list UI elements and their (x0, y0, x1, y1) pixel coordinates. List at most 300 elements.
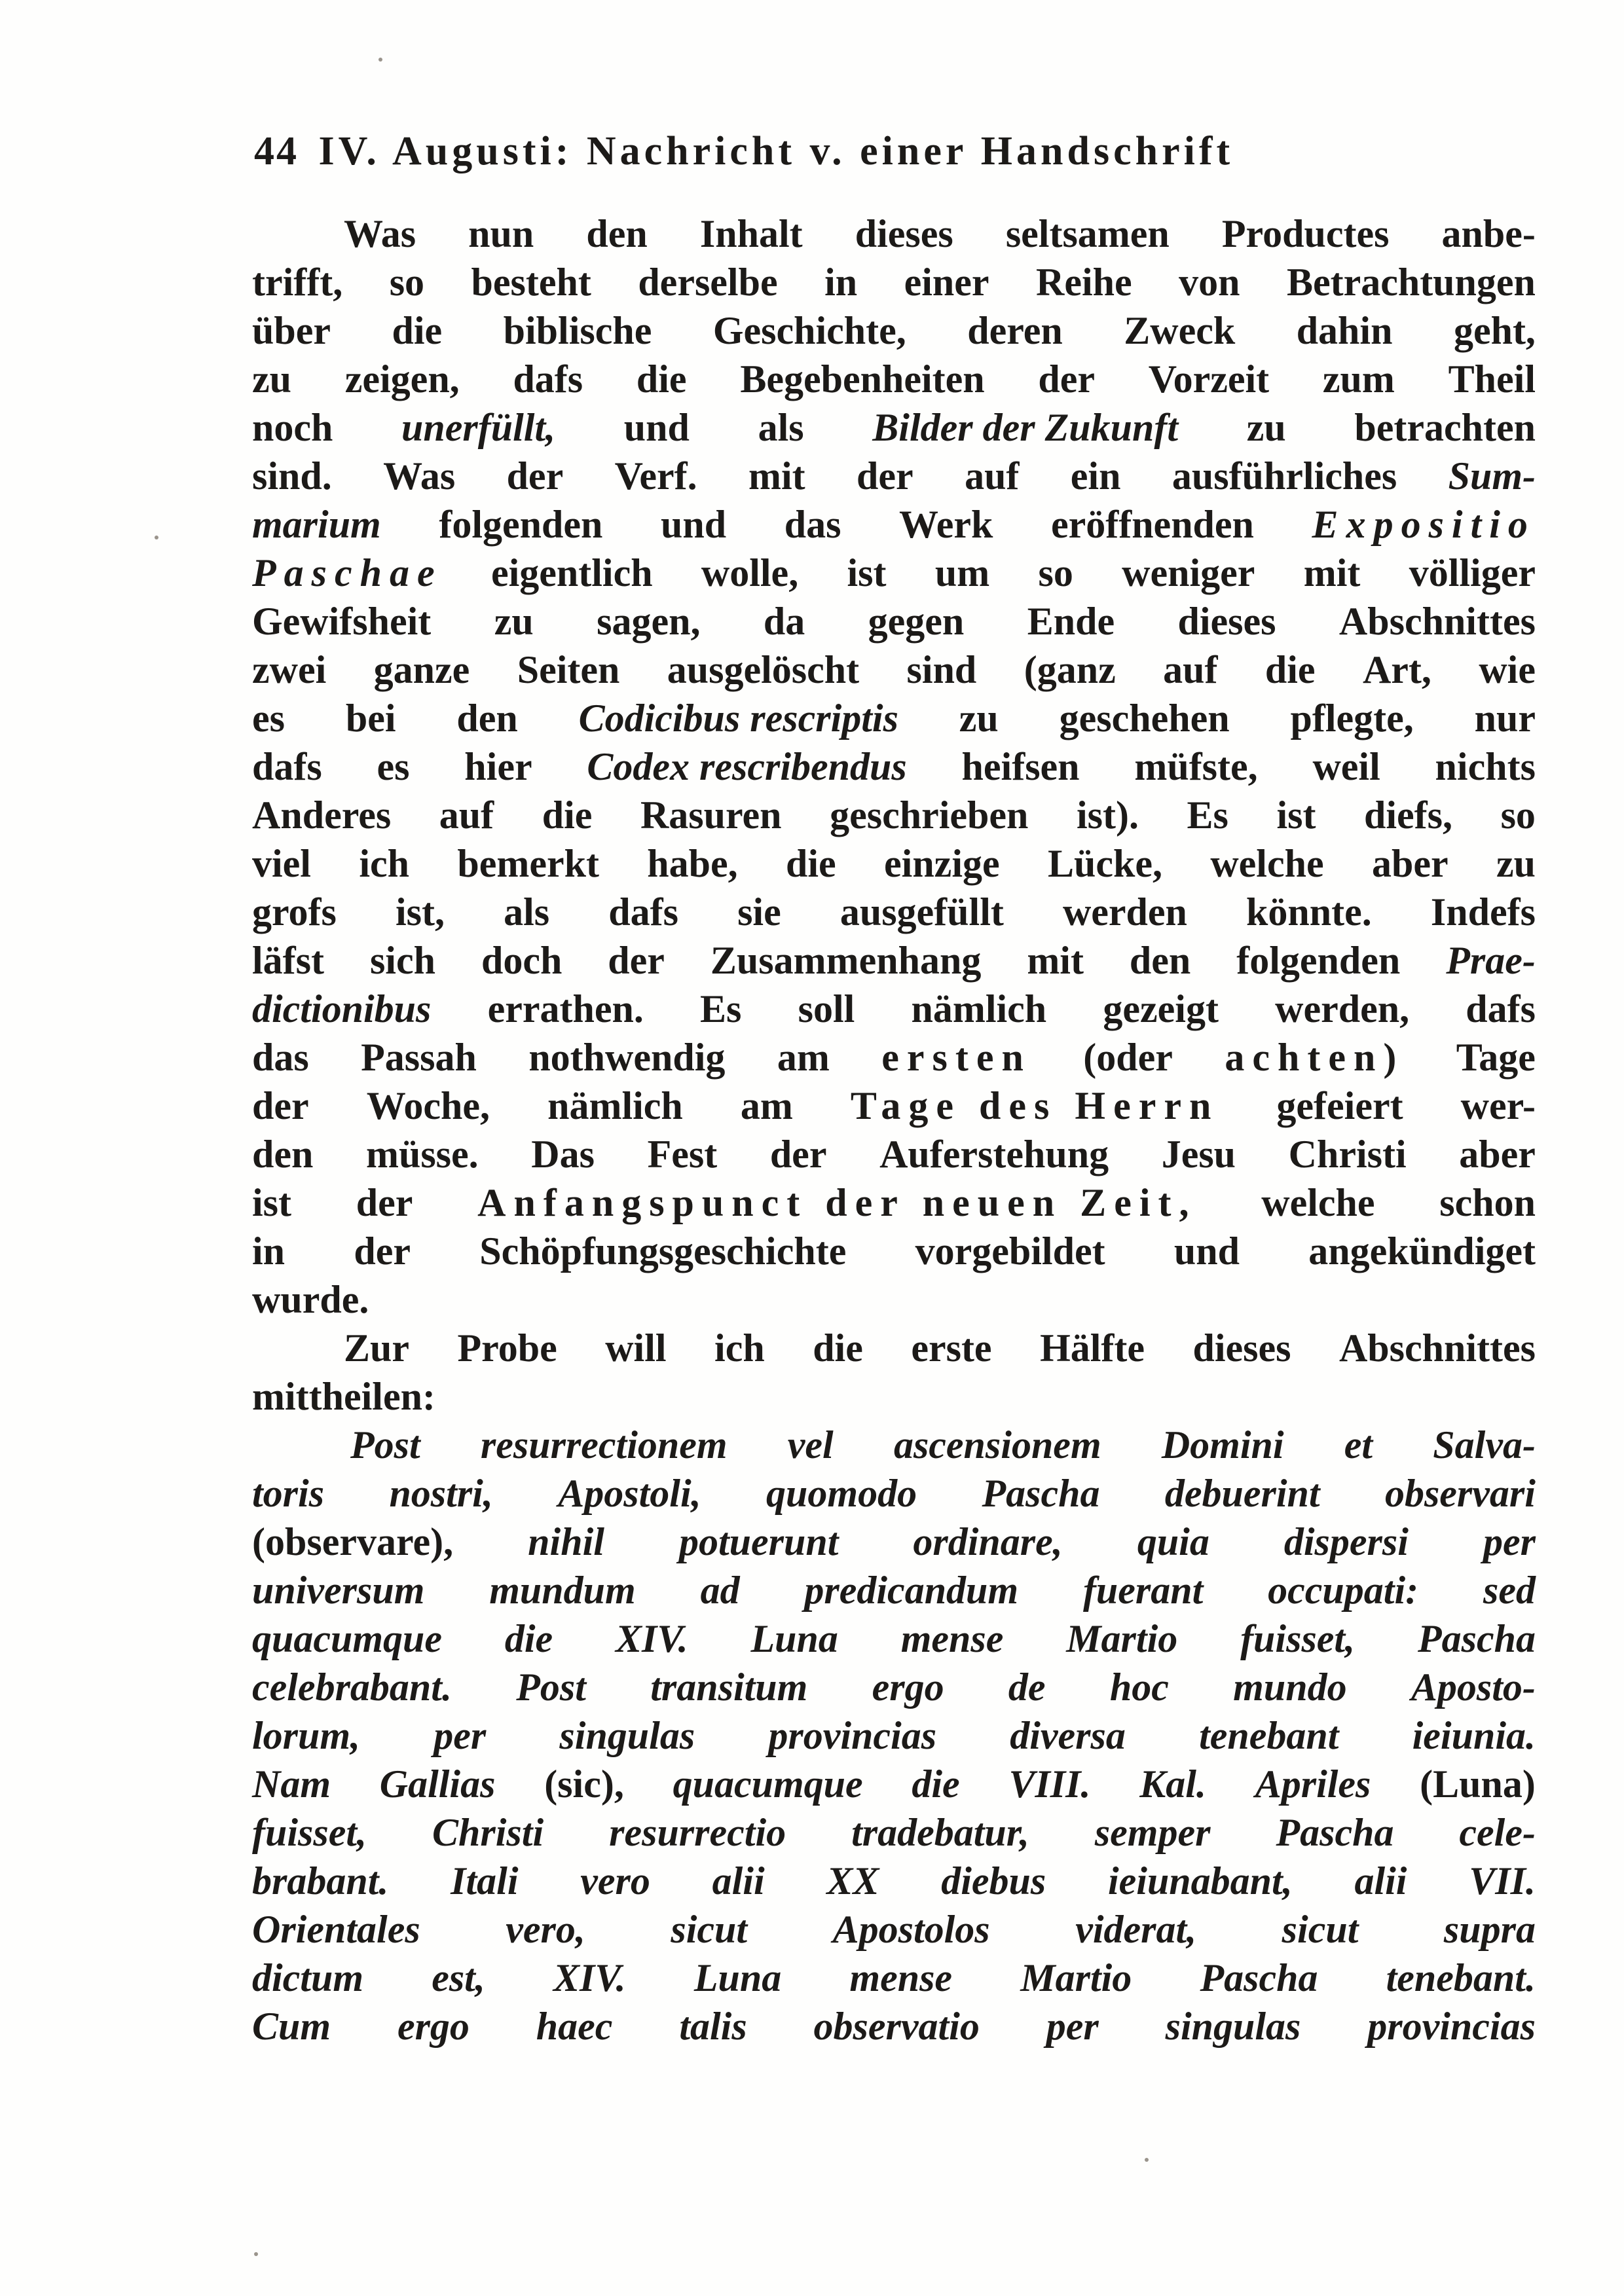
word: Schöpfungsgeschichte (479, 1230, 847, 1273)
word: brabant. (252, 1859, 389, 1903)
word: vorgebildet (915, 1230, 1105, 1273)
word: XIV. (553, 1956, 626, 1999)
word: viel (252, 842, 311, 885)
word: cele- (1459, 1811, 1536, 1854)
word: ergo (872, 1666, 944, 1709)
word: Es (1187, 793, 1228, 837)
word: sich (369, 939, 435, 982)
word: auf (965, 454, 1020, 498)
word: sind. (252, 454, 332, 498)
word: quacumque (252, 1617, 443, 1660)
word: hoc (1109, 1666, 1169, 1709)
word: de (1008, 1666, 1046, 1709)
word: mense (849, 1956, 953, 1999)
word: Passah (361, 1036, 477, 1079)
text-line (252, 258, 1536, 306)
word: Codicibus rescriptis (578, 697, 898, 740)
latin-text-line (252, 1421, 1536, 1469)
latin-text-line (252, 1760, 1536, 1808)
word: Bilder der Zukunft (872, 406, 1179, 449)
word: Zur (344, 1326, 410, 1370)
word: dictum (252, 1956, 364, 1999)
word: die (912, 1762, 960, 1806)
word: welche (1261, 1181, 1375, 1224)
word: Anderes (252, 793, 392, 837)
word: sie (737, 890, 781, 934)
word: Begebenheiten (740, 357, 985, 401)
word: völliger (1409, 551, 1536, 594)
word: ein (1070, 454, 1121, 498)
word: die (813, 1326, 863, 1370)
word: zu (494, 600, 534, 643)
word: potuerunt (678, 1520, 839, 1563)
word: unerfüllt, (401, 406, 556, 449)
word: sed (1483, 1569, 1536, 1612)
word: dieses (855, 212, 953, 255)
word: auf (439, 793, 494, 837)
word: ausgelöscht (667, 648, 860, 691)
word: zwei (252, 648, 327, 691)
word: Paschae (252, 551, 443, 594)
word: Kal. (1139, 1762, 1206, 1806)
word: alii (1354, 1859, 1407, 1903)
word: quia (1137, 1520, 1209, 1563)
word: schon (1439, 1181, 1536, 1224)
word: sicut (1282, 1908, 1359, 1951)
word: erste (911, 1326, 992, 1370)
word: trifft, (252, 261, 343, 304)
word: heifsen (961, 745, 1080, 788)
word: den (1129, 939, 1191, 982)
word: sind (906, 648, 977, 691)
word: Woche, (366, 1084, 490, 1127)
word: vero (580, 1859, 650, 1903)
word: Aposto- (1411, 1666, 1536, 1709)
word: und (1173, 1230, 1240, 1273)
word: universum (252, 1569, 425, 1612)
word: (Luna) (1420, 1762, 1536, 1806)
word: so (389, 261, 425, 304)
text-line (252, 597, 1536, 646)
text-line (252, 1130, 1536, 1178)
word: (sic), (544, 1762, 624, 1806)
word: geschehen (1059, 697, 1230, 740)
word: (oder (1083, 1036, 1173, 1079)
word: Art, (1362, 648, 1431, 691)
word: Es (700, 987, 742, 1030)
word: aber (1371, 842, 1449, 885)
word: nothwendig (528, 1036, 726, 1079)
scan-speck (378, 58, 382, 62)
word: wurde. (252, 1278, 369, 1321)
word: nun (468, 212, 534, 255)
word: mundo (1233, 1666, 1347, 1709)
word: mit (748, 454, 805, 498)
word: und (623, 406, 690, 449)
word: tenebant (1199, 1714, 1339, 1757)
word: et (1344, 1423, 1373, 1467)
word: welche (1210, 842, 1324, 885)
word: biblische (503, 309, 652, 352)
word: der (1038, 357, 1096, 401)
word: grofs (252, 890, 337, 934)
word: errathen. (487, 987, 644, 1030)
word: predicandum (804, 1569, 1019, 1612)
word: Theil (1448, 357, 1536, 401)
word: müsse. (365, 1133, 479, 1176)
word: mit (1303, 551, 1361, 594)
word: Pascha (1417, 1617, 1536, 1660)
word: fuisset, (1240, 1617, 1356, 1660)
word: semper (1094, 1811, 1211, 1854)
word: celebrabant. (252, 1666, 452, 1709)
word: der (769, 1133, 827, 1176)
text-line (252, 355, 1536, 403)
word: quomodo (766, 1472, 917, 1515)
word: Martio (1066, 1617, 1178, 1660)
word: VII. (1469, 1859, 1536, 1903)
word: XIV. (616, 1617, 688, 1660)
word: Zweck (1124, 309, 1236, 352)
word: nämlich (547, 1084, 683, 1127)
text-line (252, 888, 1536, 936)
word: ieiunia. (1412, 1714, 1536, 1757)
word: werden (1062, 890, 1187, 934)
word: diebus (941, 1859, 1046, 1903)
word: pflegte, (1290, 697, 1414, 740)
word: Hälfte (1040, 1326, 1145, 1370)
word: Abschnittes (1338, 1326, 1536, 1370)
text-line (252, 985, 1536, 1033)
word: ersten (881, 1036, 1031, 1079)
word: per (1483, 1520, 1536, 1563)
word: einer (904, 261, 989, 304)
word: Pascha (982, 1472, 1100, 1515)
word: XX (826, 1859, 879, 1903)
word: habe, (647, 842, 738, 885)
scan-speck (254, 2252, 258, 2256)
word: Abschnittes (1338, 600, 1536, 643)
word: vero, (506, 1908, 585, 1951)
word: marium (252, 503, 381, 546)
word: folgenden (439, 503, 603, 546)
word: Apriles (1255, 1762, 1371, 1806)
word: als (504, 890, 550, 934)
word: nämlich (911, 987, 1047, 1030)
word: dafs (513, 357, 583, 401)
text-line (252, 452, 1536, 500)
word: diversa (1010, 1714, 1126, 1757)
word: soll (798, 987, 855, 1030)
word: resurrectionem (480, 1423, 728, 1467)
word: will (605, 1326, 667, 1370)
word: es (252, 697, 285, 740)
word: Productes (1221, 212, 1390, 255)
latin-text-line (252, 1905, 1536, 1954)
word: wer- (1460, 1084, 1536, 1127)
word: sicut (671, 1908, 748, 1951)
word: den (252, 1133, 314, 1176)
word: dieses (1177, 600, 1276, 643)
page-number: 44 (254, 129, 299, 173)
word: zu (252, 357, 291, 401)
word: Reihe (1035, 261, 1132, 304)
word: nur (1474, 697, 1536, 740)
word: ascensionem (893, 1423, 1101, 1467)
word: ergo (397, 2005, 470, 2048)
word: zu (1246, 406, 1286, 449)
word: den (586, 212, 648, 255)
word: Christi (1288, 1133, 1407, 1176)
text-line (252, 1227, 1536, 1275)
word: der (252, 1084, 309, 1127)
word: aber (1459, 1133, 1536, 1176)
word: per (434, 1714, 487, 1757)
word: mit (1027, 939, 1084, 982)
word: folgenden (1236, 939, 1401, 982)
text-line (252, 306, 1536, 355)
word: dafs (1466, 987, 1536, 1030)
word: Salva- (1433, 1423, 1536, 1467)
word: toris (252, 1472, 325, 1515)
text-line (252, 1324, 1536, 1372)
word: ad (700, 1569, 740, 1612)
word: es (377, 745, 410, 788)
text-line (252, 742, 1536, 791)
latin-text-line (252, 1711, 1536, 1760)
word: Post (516, 1666, 586, 1709)
word: Post (350, 1423, 420, 1467)
word: Luna (750, 1617, 838, 1660)
word: fuisset, (252, 1811, 367, 1854)
word: dieses (1192, 1326, 1291, 1370)
word: eröffnenden (1050, 503, 1254, 546)
word: alii (712, 1859, 765, 1903)
text-line (252, 549, 1536, 597)
word: quacumque (673, 1762, 863, 1806)
word: von (1179, 261, 1240, 304)
word: Itali (451, 1859, 519, 1903)
word: wolle, (701, 551, 799, 594)
word: Fest (647, 1133, 718, 1176)
word: weil (1312, 745, 1380, 788)
word: noch (252, 406, 333, 449)
word: der (356, 1181, 413, 1224)
word: Vorzeit (1148, 357, 1270, 401)
word: Was (383, 454, 456, 498)
word: auf (1163, 648, 1218, 691)
word: die (504, 1617, 553, 1660)
word: ieiunabant, (1107, 1859, 1293, 1903)
word: (observare), (252, 1520, 454, 1563)
word: ordinare, (913, 1520, 1063, 1563)
word: VIII. (1008, 1762, 1091, 1806)
word: resurrectio (609, 1811, 786, 1854)
word: nostri, (389, 1472, 493, 1515)
text-line (252, 694, 1536, 742)
word: singulas (559, 1714, 695, 1757)
word: fuerant (1082, 1569, 1204, 1612)
word: betrachten (1354, 406, 1536, 449)
text-line (252, 839, 1536, 888)
word: das (252, 1036, 309, 1079)
word: gegen (868, 600, 965, 643)
word: Das (531, 1133, 595, 1176)
text-line (252, 1178, 1536, 1227)
word: Tage (1456, 1036, 1536, 1079)
word: lorum, (252, 1714, 361, 1757)
word: Rasuren (640, 793, 782, 837)
word: bemerkt (457, 842, 599, 885)
word: ist (252, 1181, 291, 1224)
word: Pascha (1200, 1956, 1318, 1999)
word: transitum (650, 1666, 808, 1709)
word: provincias (1367, 2005, 1536, 2048)
word: eigentlich (490, 551, 653, 594)
word: der (354, 1230, 411, 1273)
word: so (1500, 793, 1536, 837)
latin-text-line (252, 1469, 1536, 1518)
word: Luna (693, 1956, 782, 1999)
word: ausgefüllt (840, 890, 1004, 934)
word: weniger (1122, 551, 1255, 594)
word: Pascha (1276, 1811, 1394, 1854)
text-line (252, 1275, 1536, 1324)
word: die (542, 793, 593, 837)
word: ist (847, 551, 887, 594)
word: ausführliches (1172, 454, 1397, 498)
word: Ende (1027, 600, 1115, 643)
word: derselbe (638, 261, 778, 304)
word: den (456, 697, 518, 740)
word: doch (481, 939, 563, 982)
latin-text-line (252, 1518, 1536, 1566)
word: ich (359, 842, 409, 885)
word: provincias (768, 1714, 937, 1757)
word: Indefs (1430, 890, 1536, 934)
word: der (506, 454, 564, 498)
scan-speck (155, 536, 158, 539)
word: Sum- (1448, 454, 1536, 498)
word: Auferstehung (879, 1133, 1109, 1176)
word: Orientales (252, 1908, 420, 1951)
word: anbe- (1441, 212, 1536, 255)
word: einzige (884, 842, 1000, 885)
text-line (252, 403, 1536, 452)
text-line (252, 646, 1536, 694)
text-line (252, 936, 1536, 985)
word: Betrachtungen (1286, 261, 1536, 304)
word: Seiten (517, 648, 620, 691)
word: läfst (252, 939, 324, 982)
word: Apostoli, (558, 1472, 701, 1515)
scan-speck (1145, 2158, 1149, 2162)
text-line (252, 791, 1536, 839)
word: der (608, 939, 665, 982)
word: mense (900, 1617, 1004, 1660)
word: occupati: (1268, 1569, 1419, 1612)
word: zu (959, 697, 999, 740)
word: um (934, 551, 990, 594)
word: ganze (373, 648, 470, 691)
word: mundum (489, 1569, 636, 1612)
word: nichts (1435, 745, 1536, 788)
word: das (784, 503, 841, 546)
word: Martio (1020, 1956, 1132, 1999)
word: seltsamen (1005, 212, 1170, 255)
word: tradebatur, (851, 1811, 1029, 1854)
word: die (636, 357, 687, 401)
word: die (1264, 648, 1316, 691)
word: Was (344, 212, 416, 255)
text-line (252, 210, 1536, 258)
word: (ganz (1024, 648, 1116, 691)
word: so (1038, 551, 1073, 594)
word: zeigen, (344, 357, 460, 401)
word: diefs, (1364, 793, 1453, 837)
word: ist, (396, 890, 445, 934)
word: ich (714, 1326, 765, 1370)
word: Prae- (1446, 939, 1536, 982)
word: angekündiget (1308, 1230, 1536, 1273)
german-text-block (252, 210, 1536, 1421)
word: Domini (1161, 1423, 1284, 1467)
word: Cum (252, 2005, 331, 2048)
text-line (252, 1082, 1536, 1130)
text-line (252, 500, 1536, 549)
word: Probe (457, 1326, 557, 1370)
word: am (777, 1036, 830, 1079)
word: per (1046, 2005, 1099, 2048)
word: debuerint (1164, 1472, 1320, 1515)
word: und (660, 503, 727, 546)
text-line (252, 1372, 1536, 1421)
word: werden, (1275, 987, 1410, 1030)
word: singulas (1165, 2005, 1301, 2048)
word: müfste, (1134, 745, 1258, 788)
word: der (857, 454, 913, 498)
word: Nam (252, 1762, 331, 1806)
word: sagen, (597, 600, 701, 643)
word: dafs (252, 745, 322, 788)
word: bei (345, 697, 396, 740)
word: ist). (1076, 793, 1139, 837)
word: ist (1276, 793, 1316, 837)
word: tenebant. (1386, 1956, 1536, 1999)
word: Geschichte, (712, 309, 906, 352)
word: observatio (813, 2005, 980, 2048)
running-title: IV. Augusti: Nachricht v. einer Handschrift (318, 129, 1234, 173)
running-header (254, 128, 1538, 187)
word: mittheilen: (252, 1375, 435, 1418)
word: dahin (1296, 309, 1393, 352)
word: Gallias (379, 1762, 496, 1806)
text-line (252, 1033, 1536, 1082)
word: nihil (528, 1520, 604, 1563)
latin-text-line (252, 1954, 1536, 2002)
word: Christi (432, 1811, 544, 1854)
word: in (824, 261, 858, 304)
word: zu (1496, 842, 1536, 885)
word: achten) (1225, 1036, 1405, 1079)
word: haec (536, 2005, 613, 2048)
word: gefeiert (1276, 1084, 1403, 1127)
word: gezeigt (1103, 987, 1219, 1030)
latin-text-line (252, 2002, 1536, 2050)
word: als (758, 406, 804, 449)
word: supra (1443, 1908, 1536, 1951)
word: über (252, 309, 331, 352)
